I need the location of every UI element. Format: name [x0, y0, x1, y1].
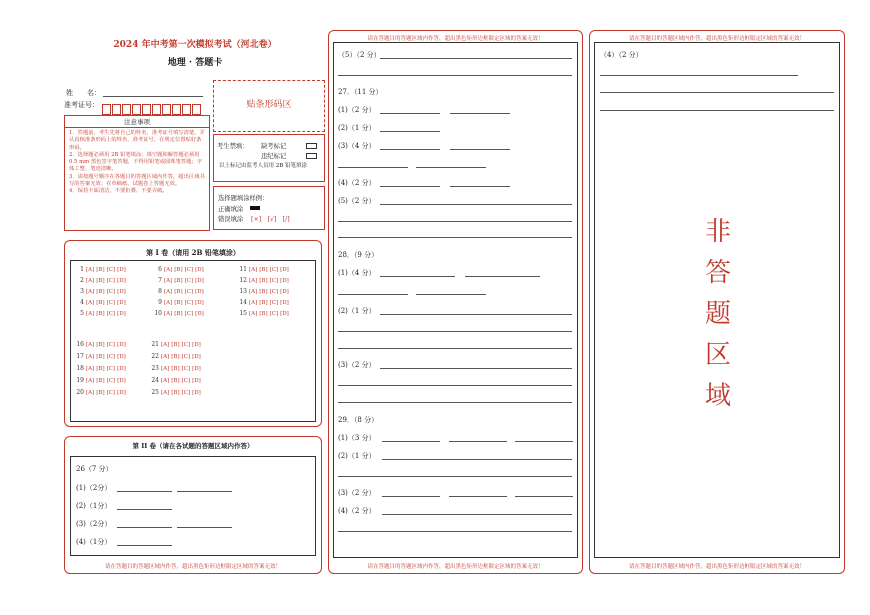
mcq-option-d[interactable]: [D]: [117, 300, 126, 306]
sample-title: 选择题填涂样例：: [218, 195, 269, 202]
mcq-option-d[interactable]: [D]: [117, 289, 126, 295]
mcq-option-a[interactable]: [A]: [249, 267, 258, 273]
mcq-option-b[interactable]: [B]: [259, 300, 268, 306]
q27-5-line-b[interactable]: [338, 221, 572, 222]
mcq-option-a[interactable]: [A]: [161, 354, 170, 360]
mcq-number: 14: [239, 299, 247, 306]
mcq-question-8[interactable]: [153, 288, 206, 295]
q26-3-line-a[interactable]: [117, 527, 172, 528]
q29-2-line-a[interactable]: [382, 459, 572, 460]
barcode-label: 贴条形码区: [246, 100, 292, 110]
mcq-option-b[interactable]: [B]: [174, 289, 183, 295]
mcq-number: 11: [239, 266, 247, 273]
q27-5-line-c[interactable]: [338, 237, 572, 238]
q28-1-line-d[interactable]: [416, 294, 486, 295]
mcq-option-b[interactable]: [B]: [174, 267, 183, 273]
q29-item-1: (1)（3 分）: [338, 434, 376, 442]
mcq-option-a[interactable]: [A]: [249, 289, 258, 295]
mcq-option-b[interactable]: [B]: [171, 354, 180, 360]
q29-1-line-a[interactable]: [382, 441, 440, 442]
mcq-option-b[interactable]: [B]: [96, 300, 105, 306]
q29-3-line-c[interactable]: [515, 496, 573, 497]
mcq-question-4[interactable]: [75, 299, 128, 306]
mcq-number: 3: [80, 288, 84, 295]
q4-label: （4）（2 分）: [600, 51, 643, 59]
q27-item-1: (1)（2 分）: [338, 106, 376, 114]
q26-item-2: (2)（1分）: [76, 502, 112, 510]
mcq-option-c[interactable]: [C]: [181, 390, 191, 396]
sample-box: [213, 186, 325, 230]
id-label: 准考证号：: [64, 101, 99, 109]
note-item-1: 1．答题前，考生先将自己的姓名、准考证号填写清楚，并认真核准条形码上的姓名、准考证号，在规定位置贴好条形码。: [69, 130, 205, 151]
q26-title: 26（7 分）: [76, 465, 113, 473]
warning-right-top: 请在答题目的答题区域内作答，超出黑色矩形边框限定区域的答案无效！: [628, 36, 805, 42]
mcq-option-a[interactable]: [A]: [86, 267, 95, 273]
mcq-option-a[interactable]: [A]: [164, 311, 173, 317]
mcq-option-d[interactable]: [D]: [117, 311, 126, 317]
mcq-question-13[interactable]: [238, 288, 291, 295]
mcq-option-d[interactable]: [D]: [117, 378, 126, 384]
warning-middle-bottom: 请在答题目的答题区域内作答，超出黑色矩形边框限定区域的答案无效！: [367, 564, 544, 570]
mcq-question-5[interactable]: [75, 310, 128, 317]
mcq-option-d[interactable]: [D]: [280, 311, 289, 317]
mcq-option-b[interactable]: [B]: [96, 289, 105, 295]
mcq-question-10[interactable]: [153, 310, 206, 317]
q26-2-line[interactable]: [117, 509, 172, 510]
mcq-number: 1: [80, 266, 84, 273]
q26-4-line[interactable]: [117, 545, 172, 546]
q28-item-2: (2)（1 分）: [338, 307, 376, 315]
mcq-option-d[interactable]: [D]: [117, 278, 126, 284]
q28-2-line-a[interactable]: [380, 314, 572, 315]
q29-4-line-a[interactable]: [382, 514, 572, 515]
non-answer-char-3: 题: [704, 299, 731, 329]
notes-title: 注意事项: [65, 116, 209, 128]
q27-1-line-b[interactable]: [450, 113, 510, 114]
mcq-option-a[interactable]: [A]: [249, 311, 258, 317]
mcq-number: 17: [76, 353, 84, 360]
mcq-option-d[interactable]: [D]: [195, 289, 204, 295]
mcq-option-a[interactable]: [A]: [164, 300, 173, 306]
mcq-option-a[interactable]: [A]: [86, 390, 95, 396]
mcq-question-12[interactable]: [238, 277, 291, 284]
mcq-option-a[interactable]: [A]: [86, 278, 95, 284]
mcq-question-9[interactable]: [153, 299, 206, 306]
mcq-option-d[interactable]: [D]: [192, 342, 201, 348]
q27-title: 27．（11 分）: [338, 88, 383, 96]
q29-item-4: (4)（2 分）: [338, 507, 376, 515]
mcq-option-b[interactable]: [B]: [96, 354, 105, 360]
q28-title: 28．（9 分）: [338, 251, 379, 259]
q29-3-line-a[interactable]: [382, 496, 440, 497]
q27-5-line-a[interactable]: [380, 204, 572, 205]
name-line[interactable]: [103, 96, 203, 97]
mcq-option-b[interactable]: [B]: [259, 278, 268, 284]
mcq-option-b[interactable]: [B]: [259, 267, 268, 273]
mcq-option-d[interactable]: [D]: [192, 354, 201, 360]
q25-5-line-a[interactable]: [380, 58, 572, 59]
mcq-option-d[interactable]: [D]: [280, 300, 289, 306]
mcq-option-b[interactable]: [B]: [171, 342, 180, 348]
q28-2-line-b[interactable]: [338, 331, 572, 332]
warning-right-bottom: 请在答题目的答题区域内作答，超出黑色矩形边框限定区域的答案无效！: [628, 564, 805, 570]
mcq-option-c[interactable]: [C]: [106, 366, 116, 372]
mcq-question-11[interactable]: [238, 266, 291, 273]
violation-mark-box[interactable]: [306, 153, 317, 159]
subject-title: 地理 · 答题卡: [167, 58, 223, 68]
mcq-question-17[interactable]: [75, 353, 128, 360]
q29-item-2: (2)（1 分）: [338, 452, 376, 460]
mcq-option-d[interactable]: [D]: [195, 311, 204, 317]
q29-item-3: (3)（2 分）: [338, 489, 376, 497]
mcq-option-a[interactable]: [A]: [86, 366, 95, 372]
q28-1-line-a[interactable]: [380, 276, 455, 277]
mcq-option-b[interactable]: [B]: [174, 278, 183, 284]
mcq-option-b[interactable]: [B]: [96, 390, 105, 396]
q29-title: 29．（8 分）: [338, 416, 379, 424]
warning-left: 请在答题目的答题区域内作答，超出黑色矩形边框限定区域的答案无效！: [104, 564, 281, 570]
mcq-number: 21: [151, 341, 159, 348]
q29-2-line-b[interactable]: [338, 476, 572, 477]
violation-mark-label: 违纪标记: [261, 153, 287, 160]
mcq-number: 9: [158, 299, 162, 306]
mcq-option-a[interactable]: [A]: [86, 354, 95, 360]
mcq-question-20[interactable]: [75, 389, 128, 396]
q27-3-line-d[interactable]: [416, 167, 486, 168]
mcq-option-c[interactable]: [C]: [106, 378, 116, 384]
q26-item-4: (4)（1分）: [76, 538, 112, 546]
mcq-question-2[interactable]: [75, 277, 128, 284]
q27-1-line-a[interactable]: [380, 113, 440, 114]
mcq-option-c[interactable]: [C]: [106, 354, 116, 360]
mcq-option-a[interactable]: [A]: [249, 300, 258, 306]
mcq-option-c[interactable]: [C]: [106, 311, 116, 317]
mcq-option-d[interactable]: [D]: [192, 378, 201, 384]
mcq-number: 12: [239, 277, 247, 284]
mcq-option-a[interactable]: [A]: [86, 342, 95, 348]
q4-line-c[interactable]: [600, 110, 834, 111]
mcq-option-c[interactable]: [C]: [269, 289, 279, 295]
mcq-option-d[interactable]: [D]: [195, 300, 204, 306]
mcq-option-d[interactable]: [D]: [117, 366, 126, 372]
mcq-question-1[interactable]: [75, 266, 128, 273]
q27-item-4: (4)（2 分）: [338, 179, 376, 187]
mcq-number: 7: [158, 277, 162, 284]
mcq-question-3[interactable]: [75, 288, 128, 295]
mcq-option-a[interactable]: [A]: [249, 278, 258, 284]
q28-1-line-c[interactable]: [338, 294, 408, 295]
forbidden-label: 考生禁填：: [217, 143, 249, 150]
mcq-option-c[interactable]: [C]: [184, 289, 194, 295]
mcq-option-d[interactable]: [D]: [117, 390, 126, 396]
mcq-option-b[interactable]: [B]: [259, 311, 268, 317]
non-answer-area: [700, 212, 736, 417]
mcq-number: 13: [239, 288, 247, 295]
mcq-number: 10: [154, 310, 162, 317]
mcq-option-b[interactable]: [B]: [171, 378, 180, 384]
mcq-option-d[interactable]: [D]: [117, 267, 126, 273]
q4-line-b[interactable]: [600, 92, 834, 93]
sample-wrong-label: 错误填涂: [218, 216, 244, 223]
mcq-number: 23: [151, 365, 159, 372]
mcq-option-c[interactable]: [C]: [181, 354, 191, 360]
q28-item-3: (3)（2 分）: [338, 361, 376, 369]
mcq-option-d[interactable]: [D]: [192, 366, 201, 372]
note-item-3: 3．请按题号顺序在各题目的答题区域内作答，超出区域书写的答案无效；在草稿纸、试题卷上答题无效。: [69, 173, 205, 188]
mcq-option-b[interactable]: [B]: [96, 342, 105, 348]
mcq-option-b[interactable]: [B]: [174, 311, 183, 317]
mcq-option-d[interactable]: [D]: [280, 267, 289, 273]
q25-5-label: （5）（2 分）: [338, 51, 381, 59]
mcq-option-c[interactable]: [C]: [184, 267, 194, 273]
part1-title: 第 I 卷（请用 2B 铅笔填涂）: [146, 248, 240, 257]
q27-2-line[interactable]: [380, 131, 440, 132]
note-item-4: 4．保持卡面清洁，不要折叠、不要弄破。: [69, 188, 168, 195]
q28-1-line-b[interactable]: [465, 276, 540, 277]
mcq-option-b[interactable]: [B]: [174, 300, 183, 306]
mcq-option-c[interactable]: [C]: [106, 267, 116, 273]
q27-item-5: (5)（2 分）: [338, 197, 376, 205]
mcq-number: 18: [76, 365, 84, 372]
mcq-option-c[interactable]: [C]: [106, 289, 116, 295]
mcq-option-a[interactable]: [A]: [161, 390, 170, 396]
missing-mark-label: 缺考标记: [261, 143, 287, 150]
non-answer-char-2: 答: [704, 258, 731, 288]
non-answer-char-5: 域: [704, 381, 731, 411]
mcq-question-15[interactable]: [238, 310, 291, 317]
q27-3-line-b[interactable]: [450, 149, 510, 150]
mcq-option-c[interactable]: [C]: [181, 342, 191, 348]
mcq-question-14[interactable]: [238, 299, 291, 306]
mcq-option-a[interactable]: [A]: [164, 267, 173, 273]
mcq-option-d[interactable]: [D]: [280, 278, 289, 284]
mcq-option-b[interactable]: [B]: [171, 390, 180, 396]
mcq-option-c[interactable]: [C]: [269, 300, 279, 306]
mcq-question-6[interactable]: [153, 266, 206, 273]
mcq-question-21[interactable]: [150, 341, 203, 348]
sample-correct-label: 正确填涂: [218, 206, 244, 213]
note-item-2: 2．选择题必须用 2B 铅笔填涂；填空题和解答题必须用 0.5 mm 黑色签字笔答题，不得用铅笔或圆珠笔答题；字体工整、笔迹清晰。: [69, 151, 203, 173]
q27-4-line-b[interactable]: [450, 186, 510, 187]
mcq-number: 24: [151, 377, 159, 384]
mcq-option-a[interactable]: [A]: [161, 378, 170, 384]
mcq-question-24[interactable]: [150, 377, 203, 384]
q27-item-2: (2)（1 分）: [338, 124, 376, 132]
mcq-option-b[interactable]: [B]: [171, 366, 180, 372]
mcq-number: 4: [80, 299, 84, 306]
q27-3-line-a[interactable]: [380, 149, 440, 150]
q25-5-line-b[interactable]: [338, 75, 572, 76]
exam-title: 2024 年中考第一次模拟考试（河北卷）: [113, 40, 277, 50]
sample-wrong-marks: [×] [√] [/]: [251, 216, 290, 223]
q29-1-line-c[interactable]: [515, 441, 573, 442]
q4-line-a[interactable]: [600, 75, 798, 76]
warning-middle-top: 请在答题目的答题区域内作答，超出黑色矩形边框限定区域的答案无效！: [367, 36, 544, 42]
middle-inner: [333, 42, 578, 558]
q28-3-line-a[interactable]: [380, 368, 572, 369]
mcq-option-c[interactable]: [C]: [181, 366, 191, 372]
mcq-option-b[interactable]: [B]: [259, 289, 268, 295]
mcq-number: 20: [76, 389, 84, 396]
mcq-option-d[interactable]: [D]: [195, 278, 204, 284]
mcq-question-7[interactable]: [153, 277, 206, 284]
mcq-option-a[interactable]: [A]: [86, 289, 95, 295]
mcq-option-d[interactable]: [D]: [117, 354, 126, 360]
mcq-option-a[interactable]: [A]: [86, 311, 95, 317]
mcq-option-b[interactable]: [B]: [96, 311, 105, 317]
mcq-option-b[interactable]: [B]: [96, 267, 105, 273]
mcq-option-c[interactable]: [C]: [269, 267, 279, 273]
mcq-question-23[interactable]: [150, 365, 203, 372]
mcq-option-d[interactable]: [D]: [192, 390, 201, 396]
mcq-number: 19: [76, 377, 84, 384]
barcode-area: [213, 80, 325, 132]
mcq-option-c[interactable]: [C]: [184, 278, 194, 284]
sample-correct-mark: [250, 206, 260, 210]
mcq-question-16[interactable]: [75, 341, 128, 348]
mcq-option-c[interactable]: [C]: [184, 300, 194, 306]
forbidden-note: 以上标记由监考人员用 2B 铅笔填涂: [219, 163, 308, 169]
mcq-number: 2: [80, 277, 84, 284]
mcq-number: 25: [151, 389, 159, 396]
mcq-option-a[interactable]: [A]: [161, 342, 170, 348]
notes-box: [64, 115, 210, 231]
mcq-option-c[interactable]: [C]: [106, 300, 116, 306]
mcq-option-a[interactable]: [A]: [86, 378, 95, 384]
mcq-option-c[interactable]: [C]: [269, 278, 279, 284]
non-answer-char-4: 区: [704, 340, 731, 370]
mcq-question-22[interactable]: [150, 353, 203, 360]
mcq-option-d[interactable]: [D]: [195, 267, 204, 273]
mcq-option-c[interactable]: [C]: [184, 311, 194, 317]
q26-3-line-b[interactable]: [177, 527, 232, 528]
mcq-option-c[interactable]: [C]: [106, 390, 116, 396]
mcq-question-25[interactable]: [150, 389, 203, 396]
q27-item-3: (3)（4 分）: [338, 142, 376, 150]
q28-2-line-c[interactable]: [338, 348, 572, 349]
name-label: 姓 名：: [66, 89, 101, 97]
mcq-number: 22: [151, 353, 159, 360]
mcq-option-b[interactable]: [B]: [96, 366, 105, 372]
mcq-option-c[interactable]: [C]: [106, 342, 116, 348]
q26-1-line-a[interactable]: [117, 491, 172, 492]
mcq-number: 6: [158, 266, 162, 273]
mcq-option-c[interactable]: [C]: [181, 378, 191, 384]
mcq-option-c[interactable]: [C]: [106, 278, 116, 284]
mcq-option-b[interactable]: [B]: [96, 278, 105, 284]
q29-3-line-b[interactable]: [449, 496, 507, 497]
q28-3-line-c[interactable]: [338, 402, 572, 403]
q28-item-1: (1)（4 分）: [338, 269, 376, 277]
q26-1-line-b[interactable]: [177, 491, 232, 492]
mcq-option-a[interactable]: [A]: [86, 300, 95, 306]
mcq-question-19[interactable]: [75, 377, 128, 384]
q29-1-line-b[interactable]: [449, 441, 507, 442]
mcq-option-d[interactable]: [D]: [280, 289, 289, 295]
non-answer-char-1: 非: [704, 217, 731, 247]
mcq-option-c[interactable]: [C]: [269, 311, 279, 317]
mcq-number: 5: [80, 310, 84, 317]
mcq-option-b[interactable]: [B]: [96, 378, 105, 384]
missing-mark-box[interactable]: [306, 143, 317, 149]
mcq-option-a[interactable]: [A]: [164, 278, 173, 284]
part2-title: 第 II 卷（请在各试题的答题区域内作答）: [132, 442, 254, 450]
mcq-number: 16: [76, 341, 84, 348]
forbidden-box: [213, 134, 325, 182]
q26-item-3: (3)（2分）: [76, 520, 112, 528]
q27-4-line-a[interactable]: [380, 186, 440, 187]
mcq-option-a[interactable]: [A]: [161, 366, 170, 372]
mcq-option-a[interactable]: [A]: [164, 289, 173, 295]
mcq-number: 15: [239, 310, 247, 317]
q28-3-line-b[interactable]: [338, 385, 572, 386]
q29-4-line-b[interactable]: [338, 531, 572, 532]
mcq-number: 8: [158, 288, 162, 295]
q26-item-1: (1)（2分）: [76, 484, 112, 492]
mcq-option-d[interactable]: [D]: [117, 342, 126, 348]
q27-3-line-c[interactable]: [338, 167, 408, 168]
mcq-question-18[interactable]: [75, 365, 128, 372]
